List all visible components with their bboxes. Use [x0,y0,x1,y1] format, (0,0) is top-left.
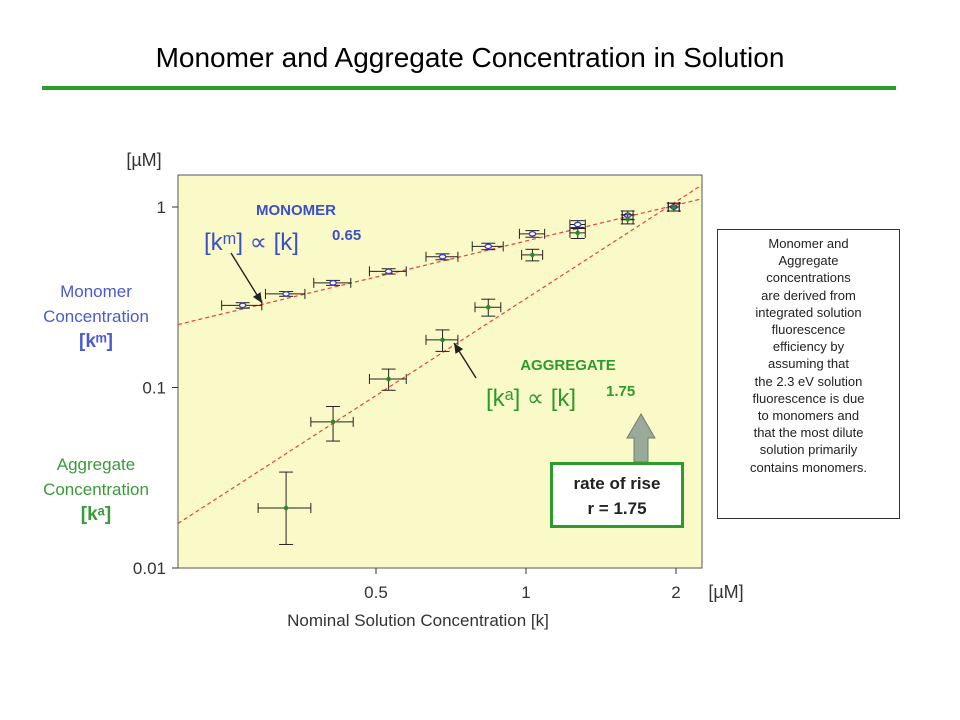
marker [439,255,445,259]
marker [239,303,245,307]
y-tick-label: 0.1 [142,378,166,398]
marker [485,244,491,248]
marker [486,305,491,310]
marker [625,217,630,222]
note-line: fluorescence is due [752,390,865,406]
marker [575,231,580,236]
marker [529,232,535,236]
rate-box-line2: r = 1.75 [587,499,647,518]
series-label-monomer: [kᵐ] [79,331,113,352]
note-line: fluorescence [771,322,846,338]
note-line: to monomers and [757,408,860,424]
note-line: solution primarily [759,442,858,458]
aggregate-title: AGGREGATE [520,357,616,374]
aggregate-exponent: 1.75 [606,383,636,400]
x-tick-label: 2 [671,583,681,602]
series-label-monomer: Concentration [43,307,149,326]
marker [672,205,677,210]
note-line: efficiency by [772,339,845,355]
monomer-formula: [kᵐ] ∝ [k] [204,229,299,256]
rate-of-rise-box [550,462,684,528]
marker [331,420,336,425]
x-axis-unit: [µM] [708,582,744,602]
marker [330,281,336,285]
marker [386,377,391,382]
note-line: integrated solution [755,304,862,320]
note-line: assuming that [768,356,849,372]
marker [530,253,535,258]
note-line: Aggregate [778,253,839,269]
series-label-monomer: Monomer [60,282,132,301]
note-line: are derived from [761,287,856,303]
marker [385,269,391,273]
note-line: contains monomers. [749,459,868,475]
x-tick-label: 0.5 [364,583,388,602]
note-line: concentrations [766,270,851,286]
slide-title: Monomer and Aggregate Concentration in Solution [155,42,785,73]
series-label-aggregate: Concentration [43,480,149,499]
marker [283,292,289,296]
monomer-title: MONOMER [256,202,336,219]
x-tick-label: 1 [521,583,531,602]
y-tick-label: 0.01 [132,559,166,578]
marker [440,338,445,343]
monomer-exponent: 0.65 [332,227,362,244]
y-axis-unit: [µM] [126,150,162,170]
marker [284,506,289,511]
note-line: the 2.3 eV solution [754,373,863,389]
note-line: that the most dilute [753,425,864,441]
explanation-note [717,229,900,519]
aggregate-formula: [kᵃ] ∝ [k] [486,385,577,412]
series-label-aggregate: Aggregate [56,455,136,474]
x-axis-label: Nominal Solution Concentration [k] [287,611,549,630]
y-tick-label: 1 [156,198,166,217]
series-label-aggregate: [kᵃ] [80,504,112,525]
note-line: Monomer and [768,236,849,251]
rate-box-line1: rate of rise [573,474,661,493]
marker [575,222,581,226]
